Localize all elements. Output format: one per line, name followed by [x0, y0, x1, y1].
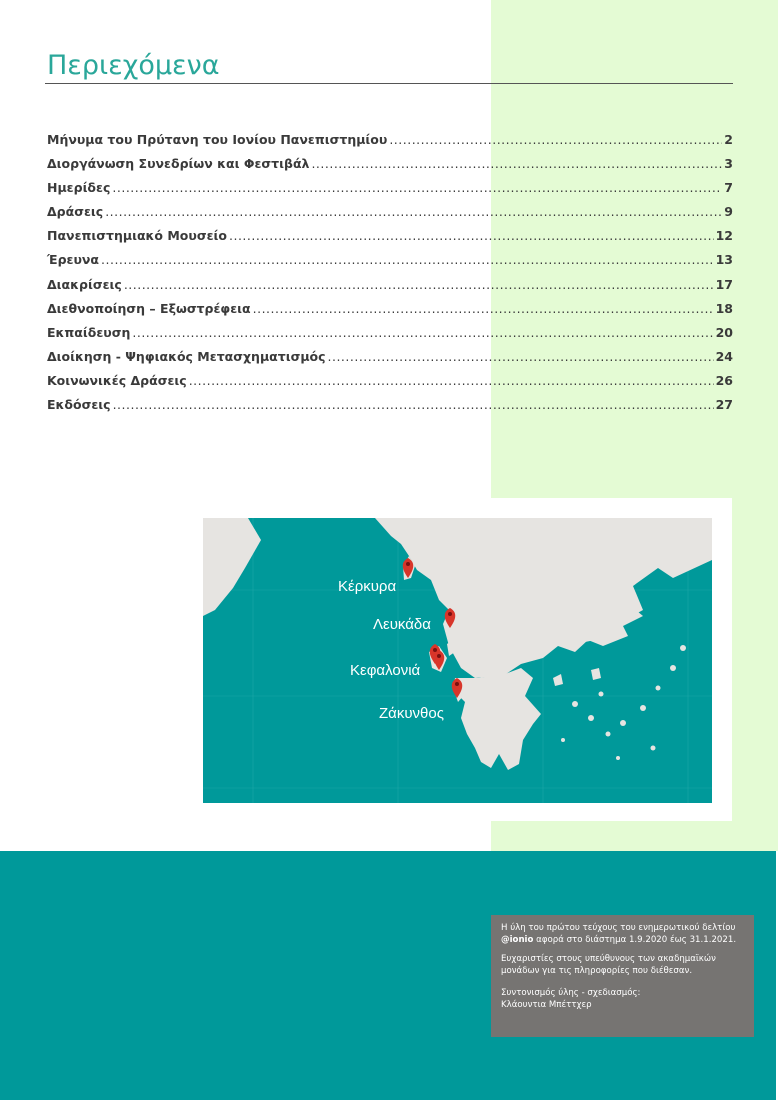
toc-leader-dots: [132, 325, 713, 340]
toc-entry-page: 9: [724, 204, 733, 220]
toc-entry-title: Μήνυμα του Πρύτανη του Ιονίου Πανεπιστημίου: [47, 132, 388, 147]
toc-entry[interactable]: [47, 156, 733, 180]
toc-entry-title: Εκδόσεις: [47, 397, 111, 413]
toc-entry-page: 18: [715, 300, 733, 316]
page-title: Περιεχόμενα: [47, 50, 220, 81]
toc-leader-dots: [311, 156, 722, 171]
toc-entry-title: Κοινωνικές Δράσεις: [47, 372, 187, 388]
toc-entry-page: 26: [715, 372, 733, 388]
newsletter-handle: @ionio: [501, 935, 534, 946]
title-underline: [45, 83, 733, 84]
toc-entry[interactable]: [47, 204, 733, 228]
toc-entry-page: 7: [724, 180, 733, 196]
toc-entry-title: Έρευνα: [47, 252, 100, 268]
toc-entry-page: 3: [724, 156, 733, 172]
toc-entry-title: Διεθνοποίηση – Εξωστρέφεια: [47, 300, 251, 316]
toc-entry[interactable]: [47, 180, 733, 204]
ionian-islands-map: [203, 518, 712, 803]
coordination-name: Κλάουντια Μπέττχερ: [501, 1000, 592, 1011]
toc-entry[interactable]: [47, 277, 733, 301]
toc-entry[interactable]: [47, 301, 733, 325]
coordination-label: Συντονισμός ύλης - σχεδιασμός:: [501, 988, 641, 999]
toc-entry-page: 24: [715, 348, 733, 364]
credits-thanks: Ευχαριστίες στους υπεύθυνους των ακαδημαϊκών μονάδων για τις πληροφορίες που διέθεσαν.: [501, 953, 716, 976]
label-lefkada: Λευκάδα: [373, 616, 431, 633]
credits-line1: Η ύλη του πρώτου τεύχους του ενημερωτικού δελτίου: [501, 923, 736, 933]
toc-leader-dots: [101, 252, 714, 267]
toc-entry[interactable]: [47, 349, 733, 373]
toc-entry[interactable]: [47, 228, 733, 252]
label-zakynthos: Ζάκυνθος: [379, 705, 444, 722]
toc-entry[interactable]: [47, 132, 733, 156]
toc-leader-dots: [112, 180, 722, 195]
toc-entry[interactable]: [47, 373, 733, 397]
toc-entry-page: 2: [724, 132, 733, 147]
toc-entry-page: 20: [715, 324, 733, 340]
toc-entry-title: Δράσεις: [47, 204, 104, 220]
toc-entry-page: 27: [715, 397, 733, 413]
toc-entry-title: Εκπαίδευση: [47, 324, 131, 340]
toc-leader-dots: [124, 277, 714, 292]
table-of-contents: [47, 132, 733, 421]
toc-leader-dots: [389, 132, 722, 147]
label-kerkyra: Κέρκυρα: [338, 578, 397, 595]
toc-entry-page: 17: [715, 276, 733, 292]
credits-coordination: [501, 987, 744, 1012]
credits-period: [501, 922, 744, 947]
toc-entry[interactable]: [47, 397, 733, 421]
toc-entry-page: 13: [715, 252, 733, 268]
toc-leader-dots: [253, 301, 714, 316]
toc-leader-dots: [105, 204, 722, 219]
toc-entry-title: Διακρίσεις: [47, 276, 122, 292]
toc-entry-page: 12: [715, 228, 733, 244]
toc-leader-dots: [113, 397, 714, 412]
toc-entry-title: Διοίκηση - Ψηφιακός Μετασχηματισμός: [47, 348, 326, 364]
toc-leader-dots: [328, 349, 714, 364]
toc-leader-dots: [229, 228, 714, 243]
toc-entry[interactable]: [47, 325, 733, 349]
toc-leader-dots: [189, 373, 714, 388]
toc-entry[interactable]: [47, 252, 733, 276]
label-kefalonia: Κεφαλονιά: [350, 662, 421, 679]
toc-entry-title: Ημερίδες: [47, 180, 111, 196]
toc-entry-title: Διοργάνωση Συνεδρίων και Φεστιβάλ: [47, 156, 310, 172]
credits-box: [491, 915, 754, 1037]
credits-line2: αφορά στο διάστημα 1.9.2020 έως 31.1.2021.: [533, 935, 737, 946]
toc-entry-title: Πανεπιστημιακό Μουσείο: [47, 228, 227, 244]
